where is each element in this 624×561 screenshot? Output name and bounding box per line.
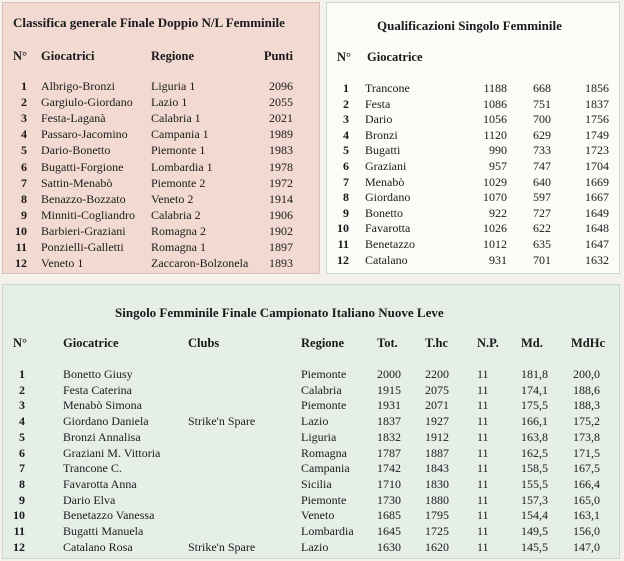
doppio-cell-region: Calabria 1 — [151, 111, 201, 126]
qualificazioni-cell-player: Catalano — [365, 252, 408, 267]
qualificazioni-cell-n: 9 — [343, 205, 349, 220]
qualificazioni-table-row — [327, 81, 619, 97]
doppio-table-row — [3, 95, 319, 111]
singolo-table-row — [3, 398, 619, 414]
qualificazioni-cell-c: 1723 — [585, 143, 609, 158]
singolo-header-region: Regione — [301, 336, 345, 350]
qualificazioni-cell-c: 1669 — [585, 174, 609, 189]
qualificazioni-cell-b: 640 — [533, 174, 551, 189]
singolo-cell-tot: 1915 — [377, 382, 401, 397]
singolo-cell-mdhc: 147,0 — [573, 539, 600, 554]
singolo-cell-md: 174,1 — [521, 382, 548, 397]
singolo-header-n: N° — [13, 336, 28, 350]
qualificazioni-table-row — [327, 190, 619, 206]
singolo-header-np: N.P. — [477, 336, 499, 350]
doppio-cell-n: 5 — [21, 143, 27, 158]
singolo-cell-region: Veneto — [301, 508, 335, 523]
singolo-cell-md: 154,4 — [521, 508, 548, 523]
singolo-cell-mdhc: 165,0 — [573, 492, 600, 507]
singolo-cell-md: 157,3 — [521, 492, 548, 507]
qualificazioni-cell-n: 5 — [343, 143, 349, 158]
doppio-cell-players: Barbieri-Graziani — [41, 223, 126, 238]
singolo-cell-mdhc: 166,4 — [573, 476, 600, 491]
qualificazioni-cell-player: Bronzi — [365, 127, 398, 142]
doppio-table-row — [3, 192, 319, 208]
singolo-table-row — [3, 540, 619, 556]
qualificazioni-table-row — [327, 112, 619, 128]
singolo-cell-mdhc: 163,1 — [573, 508, 600, 523]
doppio-table-row — [3, 160, 319, 176]
doppio-cell-n: 9 — [21, 207, 27, 222]
qualificazioni-cell-b: 668 — [533, 81, 551, 95]
doppio-cell-points: 1906 — [269, 207, 293, 222]
singolo-cell-player: Graziani M. Vittoria — [63, 445, 161, 460]
qualificazioni-cell-c: 1649 — [585, 205, 609, 220]
singolo-cell-region: Calabria — [301, 382, 342, 397]
qualificazioni-cell-c: 1667 — [585, 190, 609, 205]
doppio-cell-players: Veneto 1 — [41, 256, 84, 271]
singolo-table-row — [3, 461, 619, 477]
qualificazioni-table-row — [327, 143, 619, 159]
singolo-cell-mdhc: 188,3 — [573, 398, 600, 413]
qualificazioni-cell-b: 635 — [533, 237, 551, 251]
singolo-table-row — [3, 508, 619, 524]
qualificazioni-table-row — [327, 97, 619, 113]
singolo-cell-region: Romagna — [301, 445, 347, 460]
doppio-header-points: Punti — [263, 49, 293, 63]
doppio-cell-region: Calabria 2 — [151, 207, 201, 222]
singolo-cell-md: 155,5 — [521, 476, 548, 491]
qualificazioni-cell-player: Menabò — [365, 174, 405, 189]
singolo-cell-thc: 1880 — [425, 492, 449, 507]
doppio-cell-points: 2096 — [269, 79, 293, 93]
doppio-table-row — [3, 256, 319, 272]
doppio-cell-region: Romagna 1 — [151, 240, 206, 254]
singolo-cell-mdhc: 188,6 — [573, 382, 600, 397]
singolo-cell-thc: 2071 — [425, 398, 449, 413]
singolo-header-tot: Tot. — [377, 336, 398, 350]
qualificazioni-cell-player: Giordano — [365, 190, 411, 205]
doppio-cell-n: 6 — [21, 159, 27, 174]
doppio-cell-n: 3 — [21, 111, 27, 126]
singolo-cell-np: 11 — [477, 476, 489, 491]
qualificazioni-cell-player: Bonetto — [365, 205, 403, 220]
doppio-table-row — [3, 111, 319, 127]
qualificazioni-cell-a: 1026 — [483, 221, 507, 236]
qualificazioni-cell-player: Dario — [365, 112, 393, 127]
singolo-cell-n: 10 — [13, 508, 25, 523]
doppio-cell-points: 2055 — [269, 95, 293, 110]
qualificazioni-cell-player: Benetazzo — [365, 237, 415, 251]
doppio-table-row — [3, 127, 319, 143]
singolo-cell-mdhc: 175,2 — [573, 414, 600, 429]
doppio-cell-points: 2021 — [269, 111, 293, 126]
doppio-table-row — [3, 176, 319, 192]
qualificazioni-cell-b: 700 — [533, 112, 551, 127]
singolo-table-row — [3, 493, 619, 509]
singolo-cell-n: 11 — [13, 524, 25, 538]
singolo-header-player: Giocatrice — [63, 336, 119, 350]
singolo-cell-n: 6 — [19, 445, 25, 460]
singolo-cell-np: 11 — [477, 398, 489, 413]
doppio-header-n: N° — [13, 49, 28, 63]
qualificazioni-cell-n: 8 — [343, 190, 349, 205]
doppio-cell-region: Zaccaron-Bolzonela — [151, 256, 249, 271]
qualificazioni-cell-a: 1012 — [483, 237, 507, 251]
singolo-cell-tot: 1630 — [377, 539, 401, 554]
singolo-cell-n: 2 — [19, 382, 25, 397]
doppio-cell-points: 1893 — [269, 256, 293, 271]
singolo-cell-region: Piemonte — [301, 367, 347, 381]
qualificazioni-cell-c: 1632 — [585, 252, 609, 267]
singolo-cell-thc: 1830 — [425, 476, 449, 491]
singolo-cell-np: 11 — [477, 367, 489, 381]
qualificazioni-table-row — [327, 253, 619, 269]
qualificazioni-cell-a: 1086 — [483, 96, 507, 111]
qualificazioni-cell-n: 10 — [337, 221, 349, 236]
singolo-cell-n: 1 — [19, 367, 25, 381]
qualificazioni-cell-n: 1 — [343, 81, 349, 95]
singolo-cell-tot: 1837 — [377, 414, 401, 429]
singolo-cell-np: 11 — [477, 445, 489, 460]
qualificazioni-table-row — [327, 159, 619, 175]
qualificazioni-cell-a: 922 — [489, 205, 507, 220]
singolo-cell-thc: 1725 — [425, 524, 449, 538]
doppio-cell-n: 4 — [21, 127, 27, 142]
singolo-cell-n: 8 — [19, 476, 25, 491]
singolo-cell-player: Catalano Rosa — [63, 539, 133, 554]
doppio-header-players: Giocatrici — [41, 49, 95, 63]
singolo-cell-md: 163,8 — [521, 429, 548, 444]
qualificazioni-cell-b: 727 — [533, 205, 551, 220]
doppio-cell-players: Bugatti-Forgione — [41, 159, 124, 174]
doppio-cell-region: Lombardia 1 — [151, 159, 213, 174]
doppio-cell-players: Gargiulo-Giordano — [41, 95, 133, 110]
singolo-cell-tot: 1645 — [377, 524, 401, 538]
singolo-cell-player: Benetazzo Vanessa — [63, 508, 155, 523]
singolo-cell-np: 11 — [477, 429, 489, 444]
qualificazioni-cell-b: 733 — [533, 143, 551, 158]
qualificazioni-cell-a: 1120 — [483, 127, 507, 142]
doppio-cell-points: 1983 — [269, 143, 293, 158]
singolo-cell-player: Dario Elva — [63, 492, 116, 507]
singolo-cell-tot: 1730 — [377, 492, 401, 507]
singolo-cell-np: 11 — [477, 461, 489, 476]
qualificazioni-header-n: N° — [337, 50, 352, 64]
qualificazioni-cell-b: 597 — [533, 190, 551, 205]
singolo-cell-player: Giordano Daniela — [63, 414, 149, 429]
doppio-cell-points: 1902 — [269, 223, 293, 238]
qualificazioni-cell-a: 1070 — [483, 190, 507, 205]
singolo-cell-md: 181,8 — [521, 367, 548, 381]
singolo-cell-player: Menabò Simona — [63, 398, 142, 413]
doppio-table-row — [3, 240, 319, 256]
singolo-cell-np: 11 — [477, 382, 489, 397]
doppio-cell-players: Albrigo-Bronzi — [41, 79, 115, 93]
doppio-title: Classifica generale Finale Doppio N/L Femminile — [13, 15, 285, 30]
qualificazioni-cell-n: 3 — [343, 112, 349, 127]
qualificazioni-cell-player: Favarotta — [365, 221, 411, 236]
singolo-cell-tot: 1742 — [377, 461, 401, 476]
qualificazioni-table-row — [327, 175, 619, 191]
singolo-header-md: Md. — [521, 336, 543, 350]
doppio-cell-points: 1978 — [269, 159, 293, 174]
singolo-cell-thc: 1912 — [425, 429, 449, 444]
doppio-cell-region: Campania 1 — [151, 127, 209, 142]
qualificazioni-cell-c: 1648 — [585, 221, 609, 236]
singolo-cell-region: Lazio — [301, 539, 329, 554]
singolo-cell-thc: 1887 — [425, 445, 449, 460]
singolo-cell-thc: 1927 — [425, 414, 449, 429]
doppio-cell-region: Piemonte 2 — [151, 175, 206, 190]
singolo-cell-mdhc: 171,5 — [573, 445, 600, 460]
doppio-cell-n: 7 — [21, 175, 27, 190]
singolo-cell-tot: 1832 — [377, 429, 401, 444]
singolo-cell-region: Sicilia — [301, 476, 332, 491]
qualificazioni-cell-player: Graziani — [365, 159, 407, 173]
singolo-cell-player: Festa Caterina — [63, 382, 132, 397]
qualificazioni-table-row — [327, 237, 619, 253]
doppio-cell-points: 1972 — [269, 175, 293, 190]
doppio-cell-n: 10 — [15, 223, 27, 238]
doppio-header-region: Regione — [151, 49, 195, 63]
doppio-table-row — [3, 79, 319, 95]
singolo-cell-n: 4 — [19, 414, 25, 429]
singolo-cell-mdhc: 173,8 — [573, 429, 600, 444]
qualificazioni-cell-c: 1756 — [585, 112, 609, 127]
qualificazioni-cell-c: 1647 — [585, 237, 609, 251]
singolo-cell-md: 158,5 — [521, 461, 548, 476]
doppio-cell-points: 1914 — [269, 191, 293, 206]
qualificazioni-title: Qualificazioni Singolo Femminile — [377, 18, 562, 33]
singolo-cell-mdhc: 200,0 — [573, 367, 600, 381]
singolo-cell-tot: 1787 — [377, 445, 401, 460]
singolo-table-row — [3, 383, 619, 399]
singolo-cell-np: 11 — [477, 539, 489, 554]
qualificazioni-cell-a: 1056 — [483, 112, 507, 127]
doppio-cell-n: 12 — [15, 256, 27, 271]
qualificazioni-cell-c: 1856 — [585, 81, 609, 95]
doppio-cell-points: 1989 — [269, 127, 293, 142]
qualificazioni-cell-n: 7 — [343, 174, 349, 189]
singolo-header-thc: T.hc — [425, 336, 449, 350]
qualificazioni-header-player: Giocatrice — [367, 50, 423, 64]
singolo-table-row — [3, 446, 619, 462]
singolo-cell-player: Bonetto Giusy — [63, 367, 133, 381]
doppio-cell-players: Ponzielli-Galletti — [41, 240, 124, 254]
singolo-cell-tot: 1931 — [377, 398, 401, 413]
doppio-cell-region: Veneto 2 — [151, 191, 194, 206]
doppio-table-row — [3, 208, 319, 224]
singolo-cell-np: 11 — [477, 508, 489, 523]
singolo-cell-tot: 2000 — [377, 367, 401, 381]
doppio-cell-players: Festa-Laganà — [41, 111, 106, 126]
singolo-cell-md: 145,5 — [521, 539, 548, 554]
singolo-table-row — [3, 477, 619, 493]
singolo-table-row — [3, 430, 619, 446]
doppio-cell-players: Dario-Bonetto — [41, 143, 111, 158]
singolo-cell-player: Favarotta Anna — [63, 476, 137, 491]
qualificazioni-cell-c: 1837 — [585, 96, 609, 111]
qualificazioni-cell-c: 1749 — [585, 127, 609, 142]
doppio-table-row — [3, 143, 319, 159]
singolo-cell-mdhc: 156,0 — [573, 524, 600, 538]
qualificazioni-table-row — [327, 128, 619, 144]
singolo-table-row — [3, 524, 619, 540]
singolo-cell-md: 166,1 — [521, 414, 548, 429]
singolo-cell-player: Bugatti Manuela — [63, 524, 144, 538]
singolo-cell-region: Campania — [301, 461, 350, 476]
doppio-cell-n: 2 — [21, 95, 27, 110]
doppio-cell-players: Sattin-Menabò — [41, 175, 113, 190]
singolo-cell-thc: 2200 — [425, 367, 449, 381]
qualificazioni-cell-a: 990 — [489, 143, 507, 158]
qualificazioni-cell-player: Bugatti — [365, 143, 401, 158]
qualificazioni-cell-n: 6 — [343, 159, 349, 173]
singolo-cell-thc: 1620 — [425, 539, 449, 554]
qualificazioni-cell-a: 1188 — [483, 81, 507, 95]
doppio-cell-n: 1 — [21, 79, 27, 93]
singolo-table-row — [3, 414, 619, 430]
qualificazioni-table-row — [327, 221, 619, 237]
singolo-cell-n: 12 — [13, 539, 25, 554]
qualificazioni-cell-a: 931 — [489, 252, 507, 267]
qualificazioni-cell-b: 629 — [533, 127, 551, 142]
qualificazioni-cell-b: 747 — [533, 159, 551, 173]
qualificazioni-cell-player: Trancone — [365, 81, 410, 95]
singolo-cell-region: Liguria — [301, 429, 337, 444]
doppio-cell-players: Benazzo-Bozzato — [41, 191, 126, 206]
singolo-cell-n: 5 — [19, 429, 25, 444]
doppio-cell-players: Minniti-Cogliandro — [41, 207, 135, 222]
doppio-cell-points: 1897 — [269, 240, 293, 254]
singolo-cell-tot: 1685 — [377, 508, 401, 523]
qualificazioni-cell-player: Festa — [365, 96, 391, 111]
singolo-header-mdhc: MdHc — [571, 336, 606, 350]
qualificazioni-cell-a: 957 — [489, 159, 507, 173]
singolo-cell-region: Lazio — [301, 414, 329, 429]
singolo-cell-md: 149,5 — [521, 524, 548, 538]
singolo-cell-region: Lombardia — [301, 524, 354, 538]
qualificazioni-cell-n: 11 — [337, 237, 349, 251]
qualificazioni-panel — [326, 2, 620, 274]
singolo-cell-np: 11 — [477, 524, 489, 538]
singolo-cell-n: 3 — [19, 398, 25, 413]
qualificazioni-cell-b: 751 — [533, 96, 551, 111]
singolo-cell-thc: 1843 — [425, 461, 449, 476]
doppio-cell-n: 11 — [15, 240, 27, 254]
qualificazioni-cell-a: 1029 — [483, 174, 507, 189]
singolo-cell-md: 162,5 — [521, 445, 548, 460]
singolo-cell-tot: 1710 — [377, 476, 401, 491]
qualificazioni-cell-c: 1704 — [585, 159, 609, 173]
doppio-cell-region: Romagna 2 — [151, 223, 206, 238]
qualificazioni-cell-b: 701 — [533, 252, 551, 267]
doppio-panel — [2, 2, 320, 274]
doppio-cell-region: Liguria 1 — [151, 79, 196, 93]
singolo-cell-md: 175,5 — [521, 398, 548, 413]
singolo-cell-n: 7 — [19, 461, 25, 476]
doppio-cell-players: Passaro-Jacomino — [41, 127, 128, 142]
singolo-cell-n: 9 — [19, 492, 25, 507]
singolo-cell-clubs: Strike'n Spare — [188, 414, 256, 429]
singolo-cell-thc: 1795 — [425, 508, 449, 523]
singolo-cell-clubs: Strike'n Spare — [188, 539, 256, 554]
singolo-cell-thc: 2075 — [425, 382, 449, 397]
doppio-cell-region: Piemonte 1 — [151, 143, 206, 158]
doppio-cell-region: Lazio 1 — [151, 95, 188, 110]
qualificazioni-cell-n: 2 — [343, 96, 349, 111]
qualificazioni-cell-b: 622 — [533, 221, 551, 236]
singolo-cell-region: Piemonte — [301, 492, 347, 507]
qualificazioni-cell-n: 12 — [337, 252, 349, 267]
singolo-cell-player: Bronzi Annalisa — [63, 429, 141, 444]
singolo-panel — [2, 284, 620, 559]
singolo-cell-np: 11 — [477, 414, 489, 429]
doppio-table-row — [3, 224, 319, 240]
singolo-title: Singolo Femminile Finale Campionato Italiano Nuove Leve — [115, 305, 444, 320]
qualificazioni-table-row — [327, 206, 619, 222]
doppio-cell-n: 8 — [21, 191, 27, 206]
singolo-cell-mdhc: 167,5 — [573, 461, 600, 476]
qualificazioni-cell-n: 4 — [343, 127, 349, 142]
singolo-cell-np: 11 — [477, 492, 489, 507]
singolo-table-row — [3, 367, 619, 383]
singolo-cell-player: Trancone C. — [63, 461, 122, 476]
singolo-cell-region: Piemonte — [301, 398, 347, 413]
singolo-header-clubs: Clubs — [188, 336, 220, 350]
